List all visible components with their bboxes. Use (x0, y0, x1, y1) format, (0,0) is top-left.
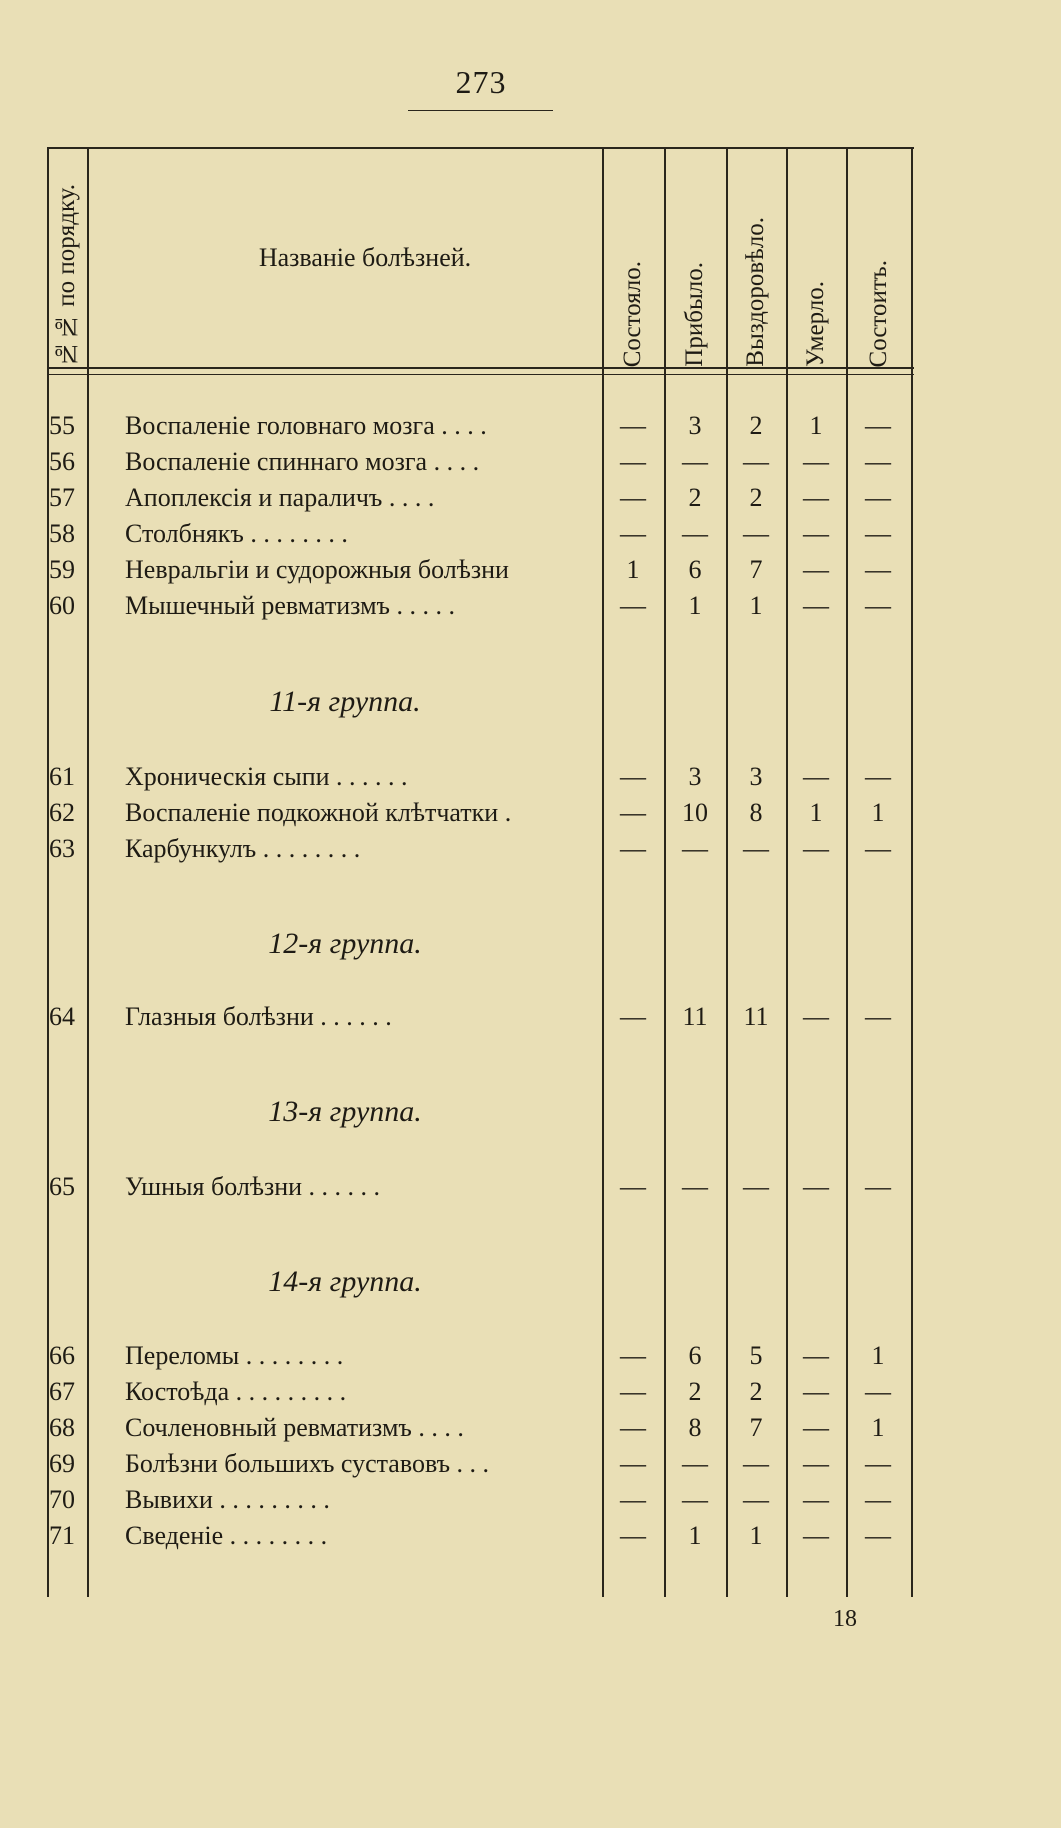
cell-remain: — (865, 1521, 891, 1550)
cell-remain: — (865, 1002, 891, 1031)
table-row (47, 1000, 914, 1036)
cell-died: — (803, 1002, 829, 1031)
table-row (47, 481, 914, 517)
cell-recovered: 2 (749, 1377, 763, 1406)
header-died-label: Умерло. (802, 281, 829, 367)
row-number: 62 (49, 798, 75, 827)
row-number: 71 (49, 1521, 75, 1550)
disease-name: Сведеніе . . . . . . . . (125, 1521, 328, 1550)
cell-stood: 1 (626, 555, 640, 584)
cell-recovered: 8 (749, 798, 763, 827)
disease-name: Невральгіи и судорожныя болѣзни (125, 555, 509, 584)
header-num-label: №№ по порядку. (53, 183, 80, 367)
cell-stood: — (620, 1377, 646, 1406)
header-remain (846, 147, 911, 367)
cell-arrived: 11 (682, 1002, 708, 1031)
row-number: 60 (49, 591, 75, 620)
disease-name: Болѣзни большихъ суставовъ . . . (125, 1449, 490, 1478)
cell-arrived: — (682, 447, 708, 476)
header-stood-label: Состояло. (619, 260, 646, 367)
cell-recovered: 3 (749, 762, 763, 791)
disease-name: Столбнякъ . . . . . . . . (125, 519, 348, 548)
cell-stood: — (620, 1485, 646, 1514)
row-number: 58 (49, 519, 75, 548)
cell-died: — (803, 1413, 829, 1442)
cell-stood: — (620, 519, 646, 548)
cell-stood: — (620, 798, 646, 827)
header-recovered (726, 147, 786, 367)
table-row (47, 760, 914, 796)
row-number: 57 (49, 483, 75, 512)
cell-arrived: 3 (688, 411, 702, 440)
table-row (47, 832, 914, 868)
cell-died: — (803, 1172, 829, 1201)
cell-died: — (803, 1521, 829, 1550)
disease-name: Воспаленіе подкожной клѣтчатки . (125, 798, 512, 827)
cell-recovered: 2 (749, 483, 763, 512)
header-stood (602, 147, 664, 367)
row-number: 70 (49, 1485, 75, 1514)
cell-died: — (803, 591, 829, 620)
cell-died: — (803, 1449, 829, 1478)
cell-remain: — (865, 591, 891, 620)
cell-recovered: — (743, 519, 769, 548)
table-row (47, 445, 914, 481)
table-row (47, 1519, 914, 1555)
cell-remain: — (865, 762, 891, 791)
cell-stood: — (620, 1413, 646, 1442)
header-arrived (664, 147, 726, 367)
table-row (47, 1375, 914, 1411)
cell-stood: — (620, 1172, 646, 1201)
disease-name: Мышечный ревматизмъ . . . . . (125, 591, 455, 620)
cell-stood: — (620, 1002, 646, 1031)
cell-died: 1 (809, 798, 823, 827)
cell-died: — (803, 1341, 829, 1370)
cell-recovered: — (743, 1449, 769, 1478)
cell-remain: — (865, 555, 891, 584)
group-heading-13: 13-я группа. (268, 1095, 422, 1128)
printer-signature: 18 (833, 1606, 857, 1632)
cell-recovered: — (743, 447, 769, 476)
row-number: 68 (49, 1413, 75, 1442)
disease-name: Костоѣда . . . . . . . . . (125, 1377, 347, 1406)
cell-remain: — (865, 1172, 891, 1201)
cell-arrived: — (682, 1449, 708, 1478)
cell-remain: — (865, 447, 891, 476)
row-number: 56 (49, 447, 75, 476)
disease-name: Апоплексія и параличъ . . . . (125, 483, 435, 512)
cell-remain: — (865, 834, 891, 863)
cell-stood: — (620, 1341, 646, 1370)
table-row (47, 1339, 914, 1375)
cell-remain: — (865, 411, 891, 440)
cell-stood: — (620, 411, 646, 440)
row-number: 63 (49, 834, 75, 863)
header-num (47, 147, 87, 367)
cell-died: — (803, 1485, 829, 1514)
cell-arrived: 1 (688, 1521, 702, 1550)
table-row (47, 553, 914, 589)
disease-name: Хроническія сыпи . . . . . . (125, 762, 408, 791)
cell-stood: — (620, 762, 646, 791)
cell-arrived: 2 (688, 1377, 702, 1406)
row-number: 61 (49, 762, 75, 791)
disease-table (47, 147, 914, 1597)
cell-stood: — (620, 483, 646, 512)
table-row (47, 1411, 914, 1447)
cell-died: — (803, 1377, 829, 1406)
cell-arrived: 2 (688, 483, 702, 512)
cell-recovered: 11 (743, 1002, 769, 1031)
cell-arrived: — (682, 1172, 708, 1201)
table-row (47, 1447, 914, 1483)
header-recovered-label: Выздоровѣло. (742, 217, 769, 367)
cell-remain: — (865, 1377, 891, 1406)
cell-died: — (803, 483, 829, 512)
cell-remain: 1 (871, 1341, 885, 1370)
cell-stood: — (620, 1521, 646, 1550)
header-name: Названіе болѣзней. (258, 243, 472, 272)
table-row (47, 796, 914, 832)
table-row (47, 517, 914, 553)
cell-stood: — (620, 1449, 646, 1478)
cell-recovered: 5 (749, 1341, 763, 1370)
cell-recovered: — (743, 1172, 769, 1201)
cell-recovered: — (743, 1485, 769, 1514)
cell-recovered: 7 (749, 555, 763, 584)
group-heading-14: 14-я группа. (268, 1265, 422, 1298)
header-arrived-label: Прибыло. (681, 262, 708, 367)
page-number-rule (408, 110, 553, 111)
cell-arrived: 1 (688, 591, 702, 620)
cell-died: — (803, 762, 829, 791)
row-number: 69 (49, 1449, 75, 1478)
cell-arrived: 10 (682, 798, 708, 827)
header-bottom-rule (47, 367, 914, 369)
disease-name: Воспаленіе спиннаго мозга . . . . (125, 447, 480, 476)
disease-name: Ушныя болѣзни . . . . . . (125, 1172, 381, 1201)
cell-died: 1 (809, 411, 823, 440)
cell-remain: — (865, 519, 891, 548)
row-number: 55 (49, 411, 75, 440)
cell-arrived: — (682, 519, 708, 548)
cell-arrived: 8 (688, 1413, 702, 1442)
cell-recovered: 7 (749, 1413, 763, 1442)
cell-remain: 1 (871, 1413, 885, 1442)
row-number: 59 (49, 555, 75, 584)
row-number: 66 (49, 1341, 75, 1370)
cell-arrived: 6 (688, 555, 702, 584)
header-remain-label: Состоитъ. (864, 259, 892, 367)
disease-name: Сочленовный ревматизмъ . . . . (125, 1413, 464, 1442)
cell-died: — (803, 447, 829, 476)
cell-died: — (803, 834, 829, 863)
header-bottom-rule-2 (47, 374, 914, 375)
cell-stood: — (620, 447, 646, 476)
row-number: 64 (49, 1002, 75, 1031)
table-row (47, 589, 914, 625)
cell-arrived: — (682, 1485, 708, 1514)
disease-name: Воспаленіе головнаго мозга . . . . (125, 411, 487, 440)
cell-died: — (803, 519, 829, 548)
cell-recovered: 1 (749, 591, 763, 620)
cell-stood: — (620, 591, 646, 620)
disease-name: Вывихи . . . . . . . . . (125, 1485, 330, 1514)
page-number: 273 (455, 64, 507, 100)
cell-recovered: 1 (749, 1521, 763, 1550)
cell-died: — (803, 555, 829, 584)
table-row (47, 1483, 914, 1519)
cell-remain: — (865, 1485, 891, 1514)
cell-remain: — (865, 483, 891, 512)
disease-name: Переломы . . . . . . . . (125, 1341, 344, 1370)
group-heading-12: 12-я группа. (268, 927, 422, 960)
cell-recovered: 2 (749, 411, 763, 440)
cell-remain: — (865, 1449, 891, 1478)
table-row (47, 409, 914, 445)
cell-remain: 1 (871, 798, 885, 827)
cell-arrived: 3 (688, 762, 702, 791)
header-died (786, 147, 846, 367)
table-row (47, 1170, 914, 1206)
disease-name: Карбункулъ . . . . . . . . (125, 834, 361, 863)
disease-name: Глазныя болѣзни . . . . . . (125, 1002, 392, 1031)
row-number: 65 (49, 1172, 75, 1201)
cell-arrived: — (682, 834, 708, 863)
row-number: 67 (49, 1377, 75, 1406)
cell-stood: — (620, 834, 646, 863)
group-heading-11: 11-я группа. (269, 685, 421, 718)
cell-recovered: — (743, 834, 769, 863)
cell-arrived: 6 (688, 1341, 702, 1370)
